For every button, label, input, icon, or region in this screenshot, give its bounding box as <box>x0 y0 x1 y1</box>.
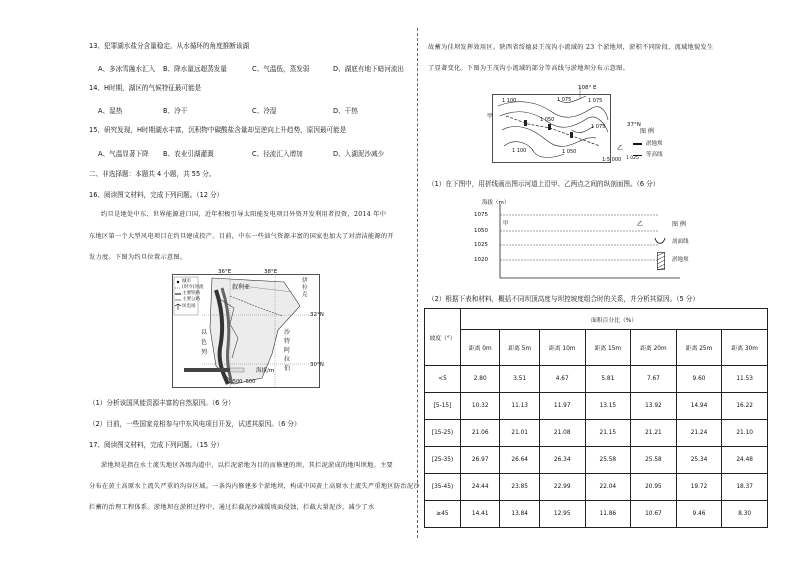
point-a: 甲 <box>487 113 494 120</box>
contour-scale: 1:5 000 <box>602 157 622 163</box>
column-divider <box>417 28 418 538</box>
city-icon <box>177 281 179 283</box>
contour-legend-sample: 1 025 <box>626 156 639 161</box>
contour-label: 1 075 <box>588 98 603 104</box>
table-cell: 26.64 <box>500 447 539 474</box>
table-cell: 24.44 <box>461 474 500 501</box>
table-cell: 9.60 <box>676 366 722 393</box>
table-corner: 坡度（°） <box>425 309 461 366</box>
profile-line-legend-icon <box>654 237 666 247</box>
contour-label: 1 075 <box>557 97 572 103</box>
table-col-header: 距离 20m <box>631 330 677 366</box>
table-cell: 11.86 <box>585 501 631 528</box>
table-cell: 11.97 <box>539 393 585 420</box>
contour-label: 1 100 <box>502 98 517 104</box>
q14-stem: 14、H时期，湖区的气候特征最可能是 <box>89 84 202 92</box>
sub-question-2: （2）根据下表和材料，概括不同坝顶高度与坝控坡度组合时的关系，并分析其原因。（5 分） <box>428 295 699 303</box>
q16-paragraph: 约旦是地处中东、世界能源进口国，近年积极引导太阳能发电项目外资开发利用者投资，2014 年中 <box>101 211 387 218</box>
contour-legend-title: 图 例 <box>640 128 654 135</box>
contour-label: 1 050 <box>562 149 577 155</box>
table-cell: 19.72 <box>676 474 722 501</box>
table-cell: 12.95 <box>539 501 585 528</box>
legend-wind-farm: 风电场 <box>182 304 196 309</box>
q17-continued: 了显著变化。下图为王茂沟小流域的部分等高线与淤地坝分布示意图。 <box>428 65 630 72</box>
table-cell: 21.15 <box>585 420 631 447</box>
legend-river: (时令)河流 <box>182 285 204 290</box>
map-lat-32: 32°N <box>310 312 324 318</box>
table-col-header: 距离 15m <box>585 330 631 366</box>
table-cell: 2.80 <box>461 366 500 393</box>
table-cell: 20.95 <box>631 474 677 501</box>
contour-lon: 108° E <box>578 85 597 91</box>
table-cell: 13.84 <box>500 501 539 528</box>
profile-legend-title: 图 例 <box>672 221 686 228</box>
section-heading: 二、非选择题：本题共 4 小题，共 55 分。 <box>89 170 216 178</box>
contour-legend-dam: 淤地坝 <box>646 141 663 147</box>
q14-option-c[interactable]: C、冷湿 <box>252 107 277 115</box>
table-cell: 22.04 <box>585 474 631 501</box>
check-dam-hatch-icon <box>657 252 665 270</box>
table-cell: 9.46 <box>676 501 722 528</box>
table-cell: 11.53 <box>722 366 768 393</box>
table-cell: 21.01 <box>500 420 539 447</box>
q17-paragraph: 拦蓄的治理工程体系。淤地坝在淤积过程中，通过拦截泥沙减缓坡面侵蚀，拦截大量泥沙，减少了水 <box>89 504 375 511</box>
q16-stem: 16、阅读图文材料，完成下列问题。（12 分） <box>89 191 224 199</box>
q15-option-b[interactable]: B、农业引湖灌溉 <box>163 150 214 158</box>
slope-area-table <box>424 308 768 528</box>
table-cell: 13.92 <box>631 393 677 420</box>
profile-tick: 1020 <box>474 257 488 263</box>
table-cell: 7.67 <box>631 366 677 393</box>
table-col-header: 距离 0m <box>461 330 500 366</box>
q13-option-c[interactable]: C、气温低，蒸发弱 <box>252 65 310 73</box>
table-row <box>425 501 768 528</box>
table-row-label: ≥45 <box>425 501 461 528</box>
elevation-range: 1 500 -500 <box>228 379 256 385</box>
q16-paragraph: 发力度。下图为约旦位置示意图。 <box>89 254 187 261</box>
table-cell: 10.67 <box>631 501 677 528</box>
table-cell: 21.08 <box>539 420 585 447</box>
table-col-header: 距离 25m <box>676 330 722 366</box>
profile-ylabel: 海拔（m） <box>482 200 510 206</box>
table-row <box>425 447 768 474</box>
check-dam-legend-icon <box>633 143 642 145</box>
point-b: 乙 <box>617 145 624 152</box>
profile-tick: 1025 <box>474 242 488 248</box>
table-cell: 22.99 <box>539 474 585 501</box>
table-row-label: [35-45) <box>425 474 461 501</box>
table-cell: 26.97 <box>461 447 500 474</box>
q13-option-d[interactable]: D、湖底有地下暗河流出 <box>333 65 405 73</box>
table-group-header: 面积百分比（%） <box>461 309 768 330</box>
label-syria: 叙利亚 <box>232 284 251 291</box>
profile-point-a: 甲 <box>503 221 509 227</box>
table-cell: 21.24 <box>676 420 722 447</box>
table-cell: 24.48 <box>722 447 768 474</box>
q17-paragraph: 淤地坝是指在水土流失地区各级沟道中，以拦泥淤地为目的而修建的坝，其拦泥淤成的地叫坝地。主要 <box>101 462 393 469</box>
table-cell: 23.85 <box>500 474 539 501</box>
table-row-label: [5-15] <box>425 393 461 420</box>
q15-option-a[interactable]: A、气温显著下降 <box>98 150 149 158</box>
q16-sub2: （2）目前，一些国家竞相参与中东风电项目开发，试述其原因。（6 分） <box>89 420 301 428</box>
map-lon-36: 36°E <box>218 269 232 275</box>
elevation-label: 海拔/m <box>256 368 275 374</box>
label-iraq: 伊拉克 <box>302 278 308 298</box>
table-row <box>425 474 768 501</box>
contour-legend-contour: 等高线 <box>646 152 663 158</box>
q15-option-c[interactable]: C、径流汇入增加 <box>252 150 303 158</box>
table-cell: 25.58 <box>585 447 631 474</box>
table-cell: 11.13 <box>500 393 539 420</box>
table-cell: 14.41 <box>461 501 500 528</box>
table-cell: 13.15 <box>585 393 631 420</box>
q17-paragraph: 分布在黄土高原水土流失严重的沟谷区域。一条沟内修建多个淤地坝，构成中国黄土高原水土流失严重地区防治泥沙 <box>89 483 420 490</box>
table-cell: 26.34 <box>539 447 585 474</box>
q15-option-d[interactable]: D、入湖泥沙减少 <box>333 150 385 158</box>
legend-city: 城市 <box>182 279 191 284</box>
profile-point-b: 乙 <box>637 221 644 228</box>
contour-label: 1 075 <box>591 124 606 130</box>
table-cell: 25.34 <box>676 447 722 474</box>
map-lon-38: 38°E <box>264 269 278 275</box>
profile-tick: 1050 <box>474 228 488 234</box>
table-cell: 14.94 <box>676 393 722 420</box>
profile-legend-line: 剖面线 <box>672 239 689 245</box>
label-saudi: 沙特阿拉伯 <box>284 329 291 372</box>
profile-legend-dam: 淤地坝 <box>672 257 689 263</box>
table-col-header: 距离 10m <box>539 330 585 366</box>
table-cell: 18.37 <box>722 474 768 501</box>
table-cell: 21.21 <box>631 420 677 447</box>
table-cell: 21.06 <box>461 420 500 447</box>
contour-label: 1 050 <box>540 117 555 123</box>
q16-sub1: （1）分析该国风能资源丰富的自然原因。（6 分） <box>89 399 235 407</box>
legend-road: 主要公路 <box>182 297 200 302</box>
table-col-header: 距离 5m <box>500 330 539 366</box>
table-row <box>425 366 768 393</box>
map-lat-30: 30°N <box>310 362 324 368</box>
contour-label: 1 100 <box>512 148 527 154</box>
q15-stem: 15、研究发现，H时期湖水丰富，沉积物中碳酸盐含量却呈逆向上升趋势，原因最可能是 <box>89 126 347 134</box>
table-row-label: <5 <box>425 366 461 393</box>
label-israel: 以色列 <box>201 329 208 356</box>
q17-continued: 故蓄为佳坝发挥效用区。陕西省绥德县王茂沟小流域的 23 个淤地坝，淤积不同阶段，流域地貌发生 <box>428 44 714 51</box>
q13-stem: 13、犯罪湖水盐分含量稳定，从水循环的角度推断该湖 <box>89 42 250 50</box>
profile-tick: 1075 <box>474 212 488 218</box>
q14-option-d[interactable]: D、干热 <box>333 107 358 115</box>
table-row-label: [25-35) <box>425 447 461 474</box>
table-cell: 5.81 <box>585 366 631 393</box>
table-cell: 16.22 <box>722 393 768 420</box>
table-cell: 21.10 <box>722 420 768 447</box>
table-cell: 10.32 <box>461 393 500 420</box>
table-row <box>425 420 768 447</box>
q14-option-a[interactable]: A、湿热 <box>98 107 123 115</box>
q16-paragraph: 东地区第一个大型风电项目在约旦建成投产。目前，中东一些油气资源丰富的国家也加大了对清洁能源的开 <box>89 233 394 240</box>
sub-question-1: （1）在下图中，用折线画出图示河道上沿甲、乙两点之间的纵剖面图。（6 分） <box>428 180 660 188</box>
contour-lat: 37°N <box>627 122 641 128</box>
table-cell: 8.30 <box>722 501 768 528</box>
table-cell: 25.58 <box>631 447 677 474</box>
legend-railway: 主要铁路 <box>182 291 200 296</box>
table-row <box>425 393 768 420</box>
table-col-header: 距离 30m <box>722 330 768 366</box>
table-cell: 4.67 <box>539 366 585 393</box>
q17-stem: 17、阅读图文材料，完成下列问题。（15 分） <box>89 441 224 449</box>
table-cell: 3.51 <box>500 366 539 393</box>
table-row-label: [15-25) <box>425 420 461 447</box>
q13-option-a[interactable]: A、多冰雪融水汇入 <box>98 65 156 73</box>
q14-option-b[interactable]: B、冷干 <box>163 107 188 115</box>
q13-option-b[interactable]: B、降水量远超蒸发量 <box>163 65 227 73</box>
